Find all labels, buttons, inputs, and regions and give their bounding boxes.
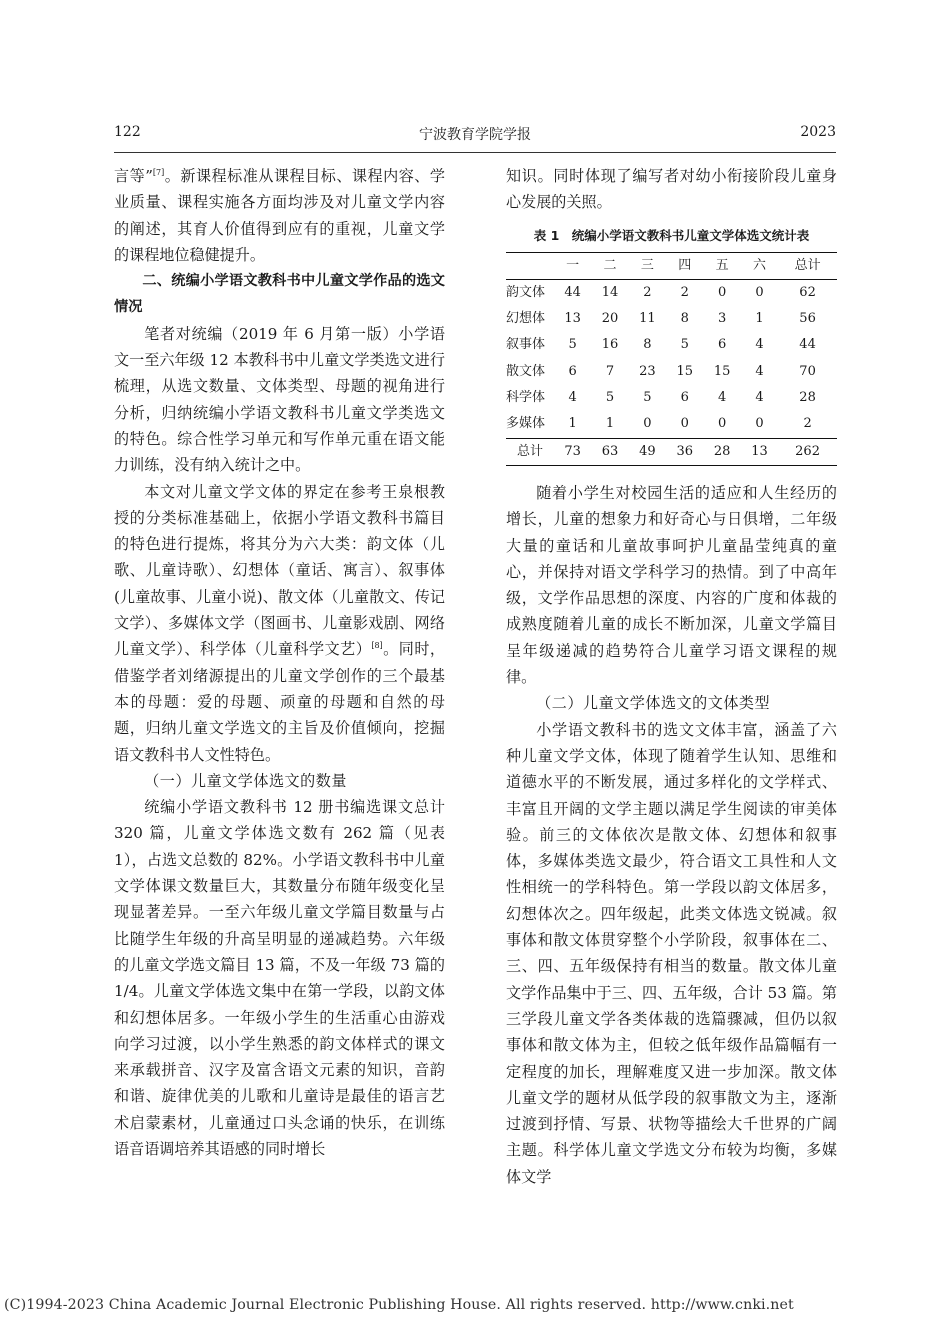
left-column [114,163,445,1162]
table-cell: 0 [680,416,689,432]
table-cell: 16 [601,337,619,353]
journal-title: 宁波教育学院学报 [419,127,531,143]
table-cell: 0 [717,416,727,432]
column-header: 一 [554,252,591,279]
table-cell: 7 [605,363,615,379]
row-label: 叙事体 [506,337,546,353]
paragraph: 小学语文教科书的选文文体丰富，涵盖了六种儿童文学文体，体现了随着学生认知、思维和道德水平的不断发展，通过多样化的文学样式、丰富且开阔的文学主题以满足学生阅读的审美体验。前三的文体依次是散文体、幻想体和叙事体，多媒体类选文最少，符合语文工具性和人文性相统一的学科特色。第一学段以韵文体居多，幻想体次之。四年级起，此类文体选文锐减。叙事体和散文体贯穿整个小学阶段，叙事体在二、三、四、五年级保持有相当的数量。散文体儿童文学作品集中于三、四、五年级，合计 53 篇。第三学段儿童文学各类体裁的选篇骤减，但仍以叙事体和散文体为主，但较之低年级作品篇幅有一定程度的加长，理解难度又进一步加深。散文体儿童文学的题材从低学段的叙事散文为主，逐渐过渡到抒情、写景、状物等描绘大千世界的广阔主题。科学体儿童文学选文分布较为均衡，多媒体文学 [506,720,837,1186]
right-column [506,163,837,1190]
column-header: 总计 [778,252,837,279]
table-cell: 4 [717,390,727,406]
table-cell: 11 [639,311,656,327]
column-header: 六 [741,252,778,279]
table-cell: 6 [680,390,689,406]
table-cell: 4 [755,390,764,406]
table-cell: 5 [605,390,615,406]
table-cell: 1 [755,311,764,327]
table-cell: 2 [643,284,652,300]
statistics-table [506,252,837,466]
table-row [506,306,837,332]
table-cell: 6 [568,363,577,379]
paragraph: 随着小学生对校园生活的适应和人生经历的增长，儿童的想象力和好奇心与日俱增，二年级大量的童话和儿童故事呵护儿童晶莹纯真的童心，并保持对语文学科学习的热情。到了中高年级，文学作品思想的深度、内容的广度和体裁的成熟度随着儿童的成长不断加深，儿童文学篇目呈年级递减的趋势符合儿童学习语文课程的规律。 [506,483,837,687]
table-cell: 5 [680,337,689,353]
table-cell: 62 [799,284,816,300]
table-cell: 56 [799,311,816,327]
table-cell: 8 [680,311,689,327]
table-total-row [506,438,837,465]
table-row [506,279,837,306]
row-label: 幻想体 [506,311,546,327]
table-cell: 23 [639,363,656,379]
table-cell: 0 [643,416,652,432]
table-cell: 2 [803,416,812,432]
column-header: 四 [666,252,703,279]
table-cell: 63 [591,438,628,465]
table-row [506,385,837,411]
table-corner [506,252,554,279]
text-run: 。同时，借鉴学者刘绪源提出的儿童文学创作的三个最基本的母题：爱的母题、顽童的母题和自然的母题，归纳儿童文学选文的主旨及价值倾向，挖掘语文教科书人文性特色。 [114,640,445,764]
paragraph: 统编小学语文教科书 12 册书编选课文总计 320 篇，儿童文学体选文数有 262 篇（见表 1），占选文总数的 82%。小学语文教科书中儿童文学体课文数量巨大，其数量分布随年级变化呈现显著差异。一至六年级儿童文学篇目数量与占比随学生年级的升高呈明显的递减趋势。六年级的儿童文学选文篇目 13 篇，不及一年级 73 篇的 1/4。儿童文学体选文集中在第一学段，以韵文体和幻想体居多。一年级小学生的生活重心由游戏向学习过渡，以小学生熟悉的韵文体样式的课文来承载拼音、汉字及富含语文元素的知识，音韵和谐、旋律优美的儿歌和儿童诗是最佳的语言艺术启蒙素材，儿童通过口头念诵的快乐，在训练语音语调培养其语感的同时增长 [114,798,445,1158]
table-row [506,359,837,385]
table-spacer [506,466,837,480]
column-header: 三 [629,252,666,279]
table-cell: 0 [755,416,764,432]
text-run: 本文对儿童文学文体的界定在参考王泉根教授的分类标准基础上，依据小学语文教科书篇目的特色进行提炼，将其分为六大类：韵文体（儿歌、儿童诗歌）、幻想体（童话、寓言）、叙事体(儿童故事、儿童小说)、散文体（儿童散文、传记文学）、多媒体文学（图画书、儿童影戏剧、网络儿童文学）、科学体（儿童科学文艺） [114,482,445,659]
table-row [506,332,837,358]
continued-paragraph [114,163,445,268]
row-label: 多媒体 [506,416,546,432]
table-cell: 13 [564,311,581,327]
table-cell: 28 [799,390,816,406]
paragraph: 笔者对统编（2019 年 6 月第一版）小学语文一至六年级 12 本教科书中儿童文学类选文进行梳理，从选文数量、文体类型、母题的视角进行分析，归纳统编小学语文教科书儿童文学类选文的特色。综合性学习单元和写作单元重在语文能力训练，没有纳入统计之中。 [114,324,445,475]
page-header [114,124,836,148]
table-cell: 1 [568,416,577,432]
citation-8: [8] [371,641,383,651]
table-cell: 8 [643,337,652,353]
text-run: 言等” [114,167,153,185]
table-cell: 28 [703,438,740,465]
table-cell: 15 [676,363,694,379]
subsection-heading: （一）儿童文学体选文的数量 [144,771,347,790]
citation-7: [7] [152,167,165,177]
row-label: 韵文体 [506,284,546,300]
table-cell: 0 [755,284,764,300]
table-caption: 表 1 统编小学语文教科书儿童文学体选文统计表 [533,227,810,243]
journal-year: 2023 [800,124,836,140]
table-cell: 44 [564,284,581,300]
table-cell: 14 [601,284,619,300]
table-cell: 44 [799,337,816,353]
table-cell: 1 [605,416,615,432]
table-cell: 49 [629,438,666,465]
table-row [506,411,837,438]
table-cell: 4 [755,363,764,379]
table-cell: 5 [568,337,577,353]
table-cell: 3 [717,311,727,327]
copyright-footer: (C)1994-2023 China Academic Journal Electronic Publishing House. All rights reserved. http://www.cnki.net [4,1297,794,1313]
row-label: 科学体 [506,390,546,406]
table-cell: 15 [713,363,731,379]
continued-paragraph: 知识。同时体现了编写者对幼小衔接阶段儿童身心发展的关照。 [506,167,837,212]
text-run: 。新课程标准从课程目标、课程内容、学业质量、课程实施各方面均涉及对儿童文学内容的阐述，其育人价值得到应有的重视，儿童文学的课程地位稳健提升。 [114,167,445,264]
table-cell: 4 [755,337,764,353]
table-cell: 6 [717,337,727,353]
table-cell: 262 [778,438,837,465]
column-header: 二 [591,252,628,279]
table-cell: 0 [717,284,727,300]
table-cell: 73 [554,438,591,465]
header-rule [114,152,836,153]
page-number: 122 [114,124,141,140]
table-cell: 36 [666,438,703,465]
table-header-row [506,252,837,279]
table-cell: 20 [601,311,619,327]
table-cell: 2 [680,284,689,300]
section-heading: 二、统编小学语文教科书中儿童文学作品的选文情况 [114,273,445,316]
table-cell: 13 [741,438,778,465]
subsection-heading: （二）儿童文学体选文的文体类型 [536,694,771,713]
row-label: 总计 [506,438,554,465]
row-label: 散文体 [506,363,546,379]
column-header: 五 [703,252,740,279]
table-cell: 70 [799,363,816,379]
table-cell: 4 [568,390,577,406]
paragraph [114,479,445,768]
table-cell: 5 [643,390,652,406]
